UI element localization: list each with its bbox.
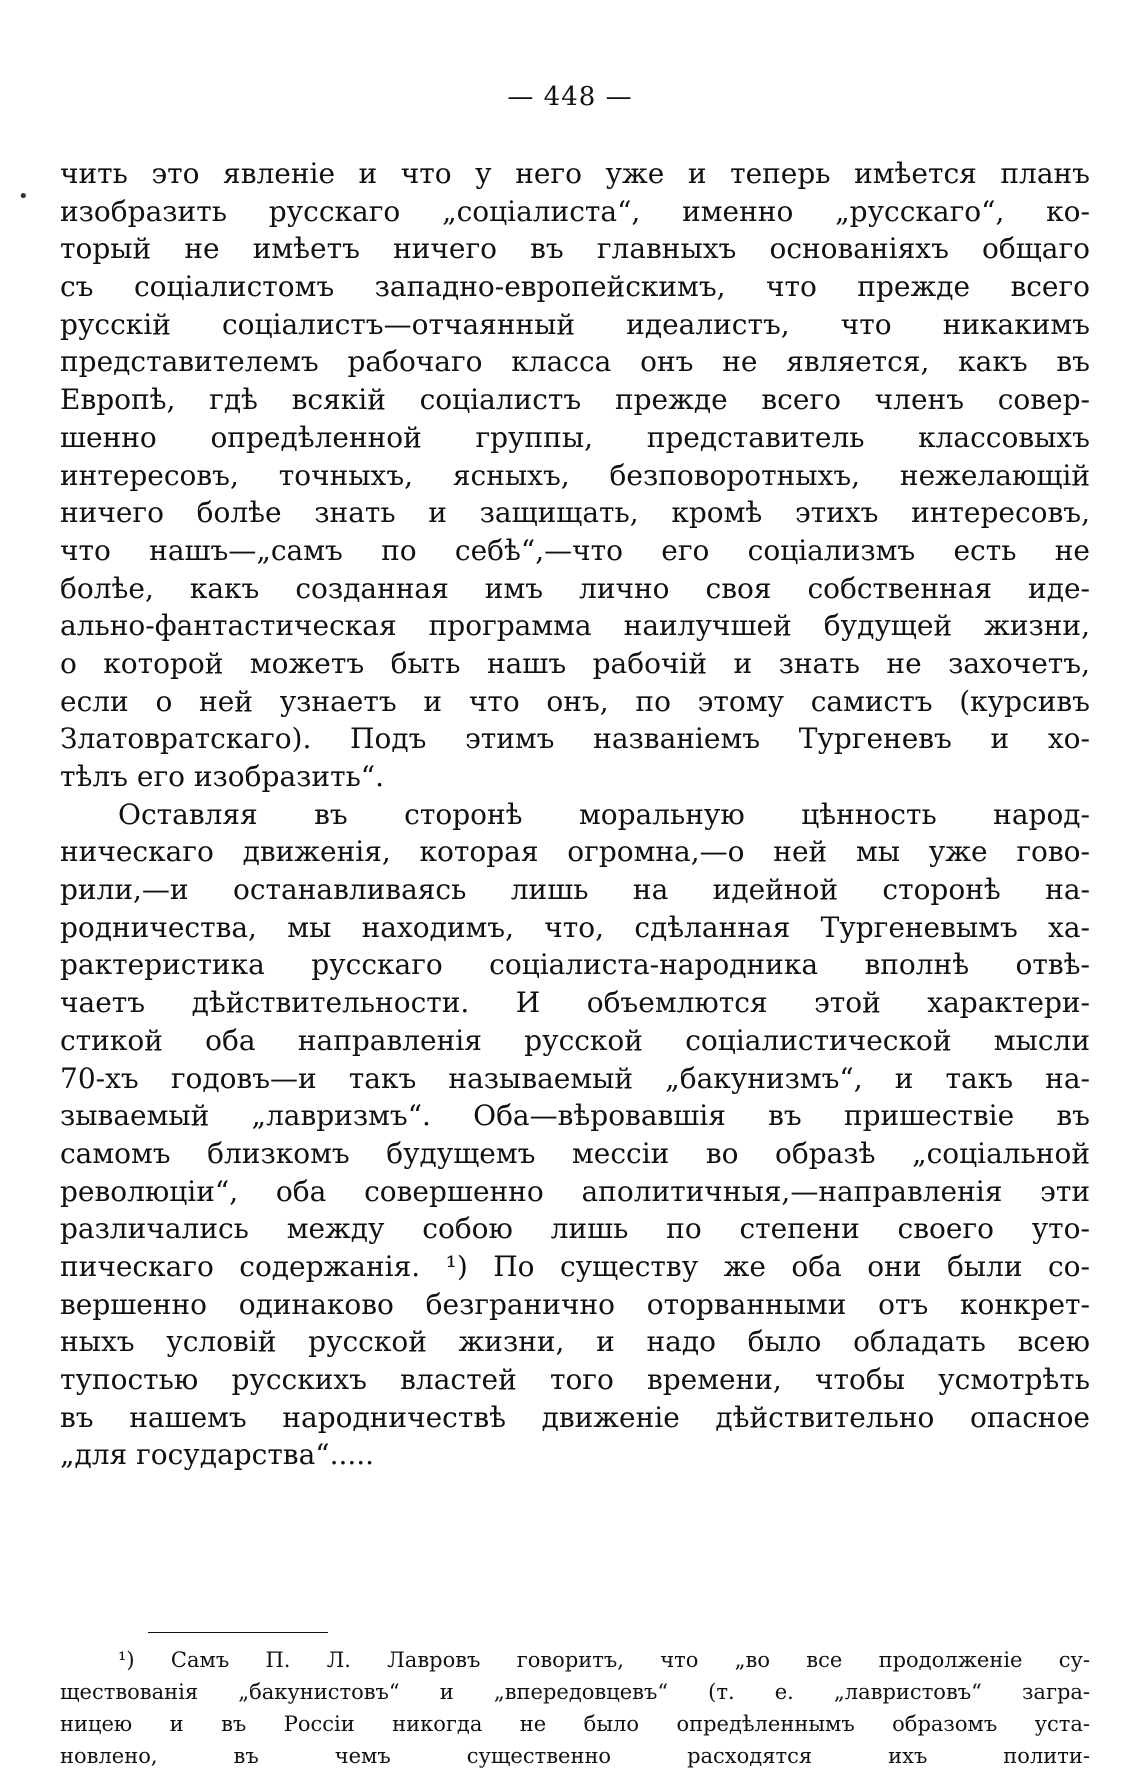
- footnotes: [60, 1644, 1090, 1772]
- text-line: ныхъ условій русской жизни, и надо было обладать всею: [60, 1325, 1090, 1359]
- text-line: рактеристика русскаго соціалиста-народника вполнѣ отвѣ-: [60, 948, 1090, 982]
- text-line: представителемъ рабочаго класса онъ не является, какъ въ: [60, 345, 1090, 379]
- text-line: вершенно одинаково безгранично оторванными отъ конкрет-: [60, 1287, 1090, 1321]
- text-line: шенно опредѣленной группы, представитель классовыхъ: [60, 420, 1090, 454]
- text-line: Европѣ, гдѣ всякій соціалистъ прежде всего членъ совер-: [60, 383, 1090, 417]
- text-line: изобразить русскаго „соціалиста“, именно „русскаго“, ко-: [60, 194, 1090, 228]
- text-line: о которой можетъ быть нашъ рабочій и знать не захочетъ,: [60, 646, 1090, 680]
- text-line: что нашъ—„самъ по себѣ“,—что его соціализмъ есть не: [60, 533, 1090, 567]
- text-line: ально-фантастическая программа наилучшей будущей жизни,: [60, 609, 1090, 643]
- text-line: Златовратскаго). Подъ этимъ названіемъ Тургеневъ и хо-: [60, 722, 1090, 756]
- text-line: 70-хъ годовъ—и такъ называемый „бакунизмъ“, и такъ на-: [60, 1061, 1090, 1095]
- text-line: болѣе, какъ созданная имъ лично своя собственная иде-: [60, 571, 1090, 605]
- text-line: чаетъ дѣйствительности. И объемлются этой характери-: [60, 986, 1090, 1020]
- text-line: стикой оба направленія русской соціалистической мысли: [60, 1023, 1090, 1057]
- footnote-line: ществованія „бакунистовъ“ и „впередовцевъ“ (т. е. „лавристовъ“ загра-: [60, 1680, 1090, 1704]
- text-line: самомъ близкомъ будущемъ мессіи во образѣ „соціальной: [60, 1136, 1090, 1170]
- text-line: чить это явленіе и что у него уже и теперь имѣется планъ: [60, 157, 1090, 190]
- text-line: русскій соціалистъ—отчаянный идеалистъ, что никакимъ: [60, 307, 1090, 341]
- main-text: [60, 155, 1090, 1474]
- footnote-line: ¹) Самъ П. Л. Лавровъ говоритъ, что „во все продолженіе су-: [118, 1648, 1090, 1672]
- text-line: родничества, мы находимъ, что, сдѣланная Тургеневымъ ха-: [60, 910, 1090, 944]
- text-line: съ соціалистомъ западно-европейскимъ, что прежде всего: [60, 270, 1090, 304]
- text-line: тѣлъ его изобразить“.: [60, 760, 385, 793]
- text-line: „для государства“.....: [60, 1438, 375, 1472]
- text-line: Оставляя въ сторонѣ моральную цѣнность народ-: [118, 797, 1090, 831]
- text-line: въ нашемъ народничествѣ движеніе дѣйствительно опасное: [60, 1400, 1090, 1434]
- text-line: ничего болѣе знать и защищать, кромѣ этихъ интересовъ,: [60, 496, 1090, 530]
- text-line: пическаго содержанія. ¹) По существу же оба они были со-: [60, 1249, 1090, 1283]
- page-number: — 448 —: [507, 82, 633, 112]
- margin-dot: •: [18, 186, 29, 207]
- text-line: рили,—и останавливаясь лишь на идейной сторонѣ на-: [60, 873, 1090, 907]
- footnote-divider: [148, 1632, 328, 1633]
- text-line: различались между собою лишь по степени своего уто-: [60, 1212, 1090, 1246]
- text-line: революціи“, оба совершенно аполитичныя,—направленія эти: [60, 1174, 1090, 1208]
- footnote-line: новлено, въ чемъ существенно расходятся ихъ полити-: [60, 1744, 1090, 1768]
- text-line: тупостью русскихъ властей того времени, чтобы усмотрѣть: [60, 1363, 1090, 1396]
- text-line: зываемый „лавризмъ“. Оба—вѣровавшія въ пришествіе въ: [60, 1099, 1090, 1133]
- text-line: торый не имѣетъ ничего въ главныхъ основаніяхъ общаго: [60, 232, 1090, 266]
- text-line: интересовъ, точныхъ, ясныхъ, безповоротныхъ, нежелающій: [60, 458, 1090, 492]
- text-line: если о ней узнаетъ и что онъ, по этому самистъ (курсивъ: [60, 684, 1090, 718]
- footnote-line: ницею и въ Россіи никогда не было опредѣленнымъ образомъ уста-: [60, 1712, 1090, 1736]
- text-line: ническаго движенія, которая огромна,—о ней мы уже гово-: [60, 835, 1090, 869]
